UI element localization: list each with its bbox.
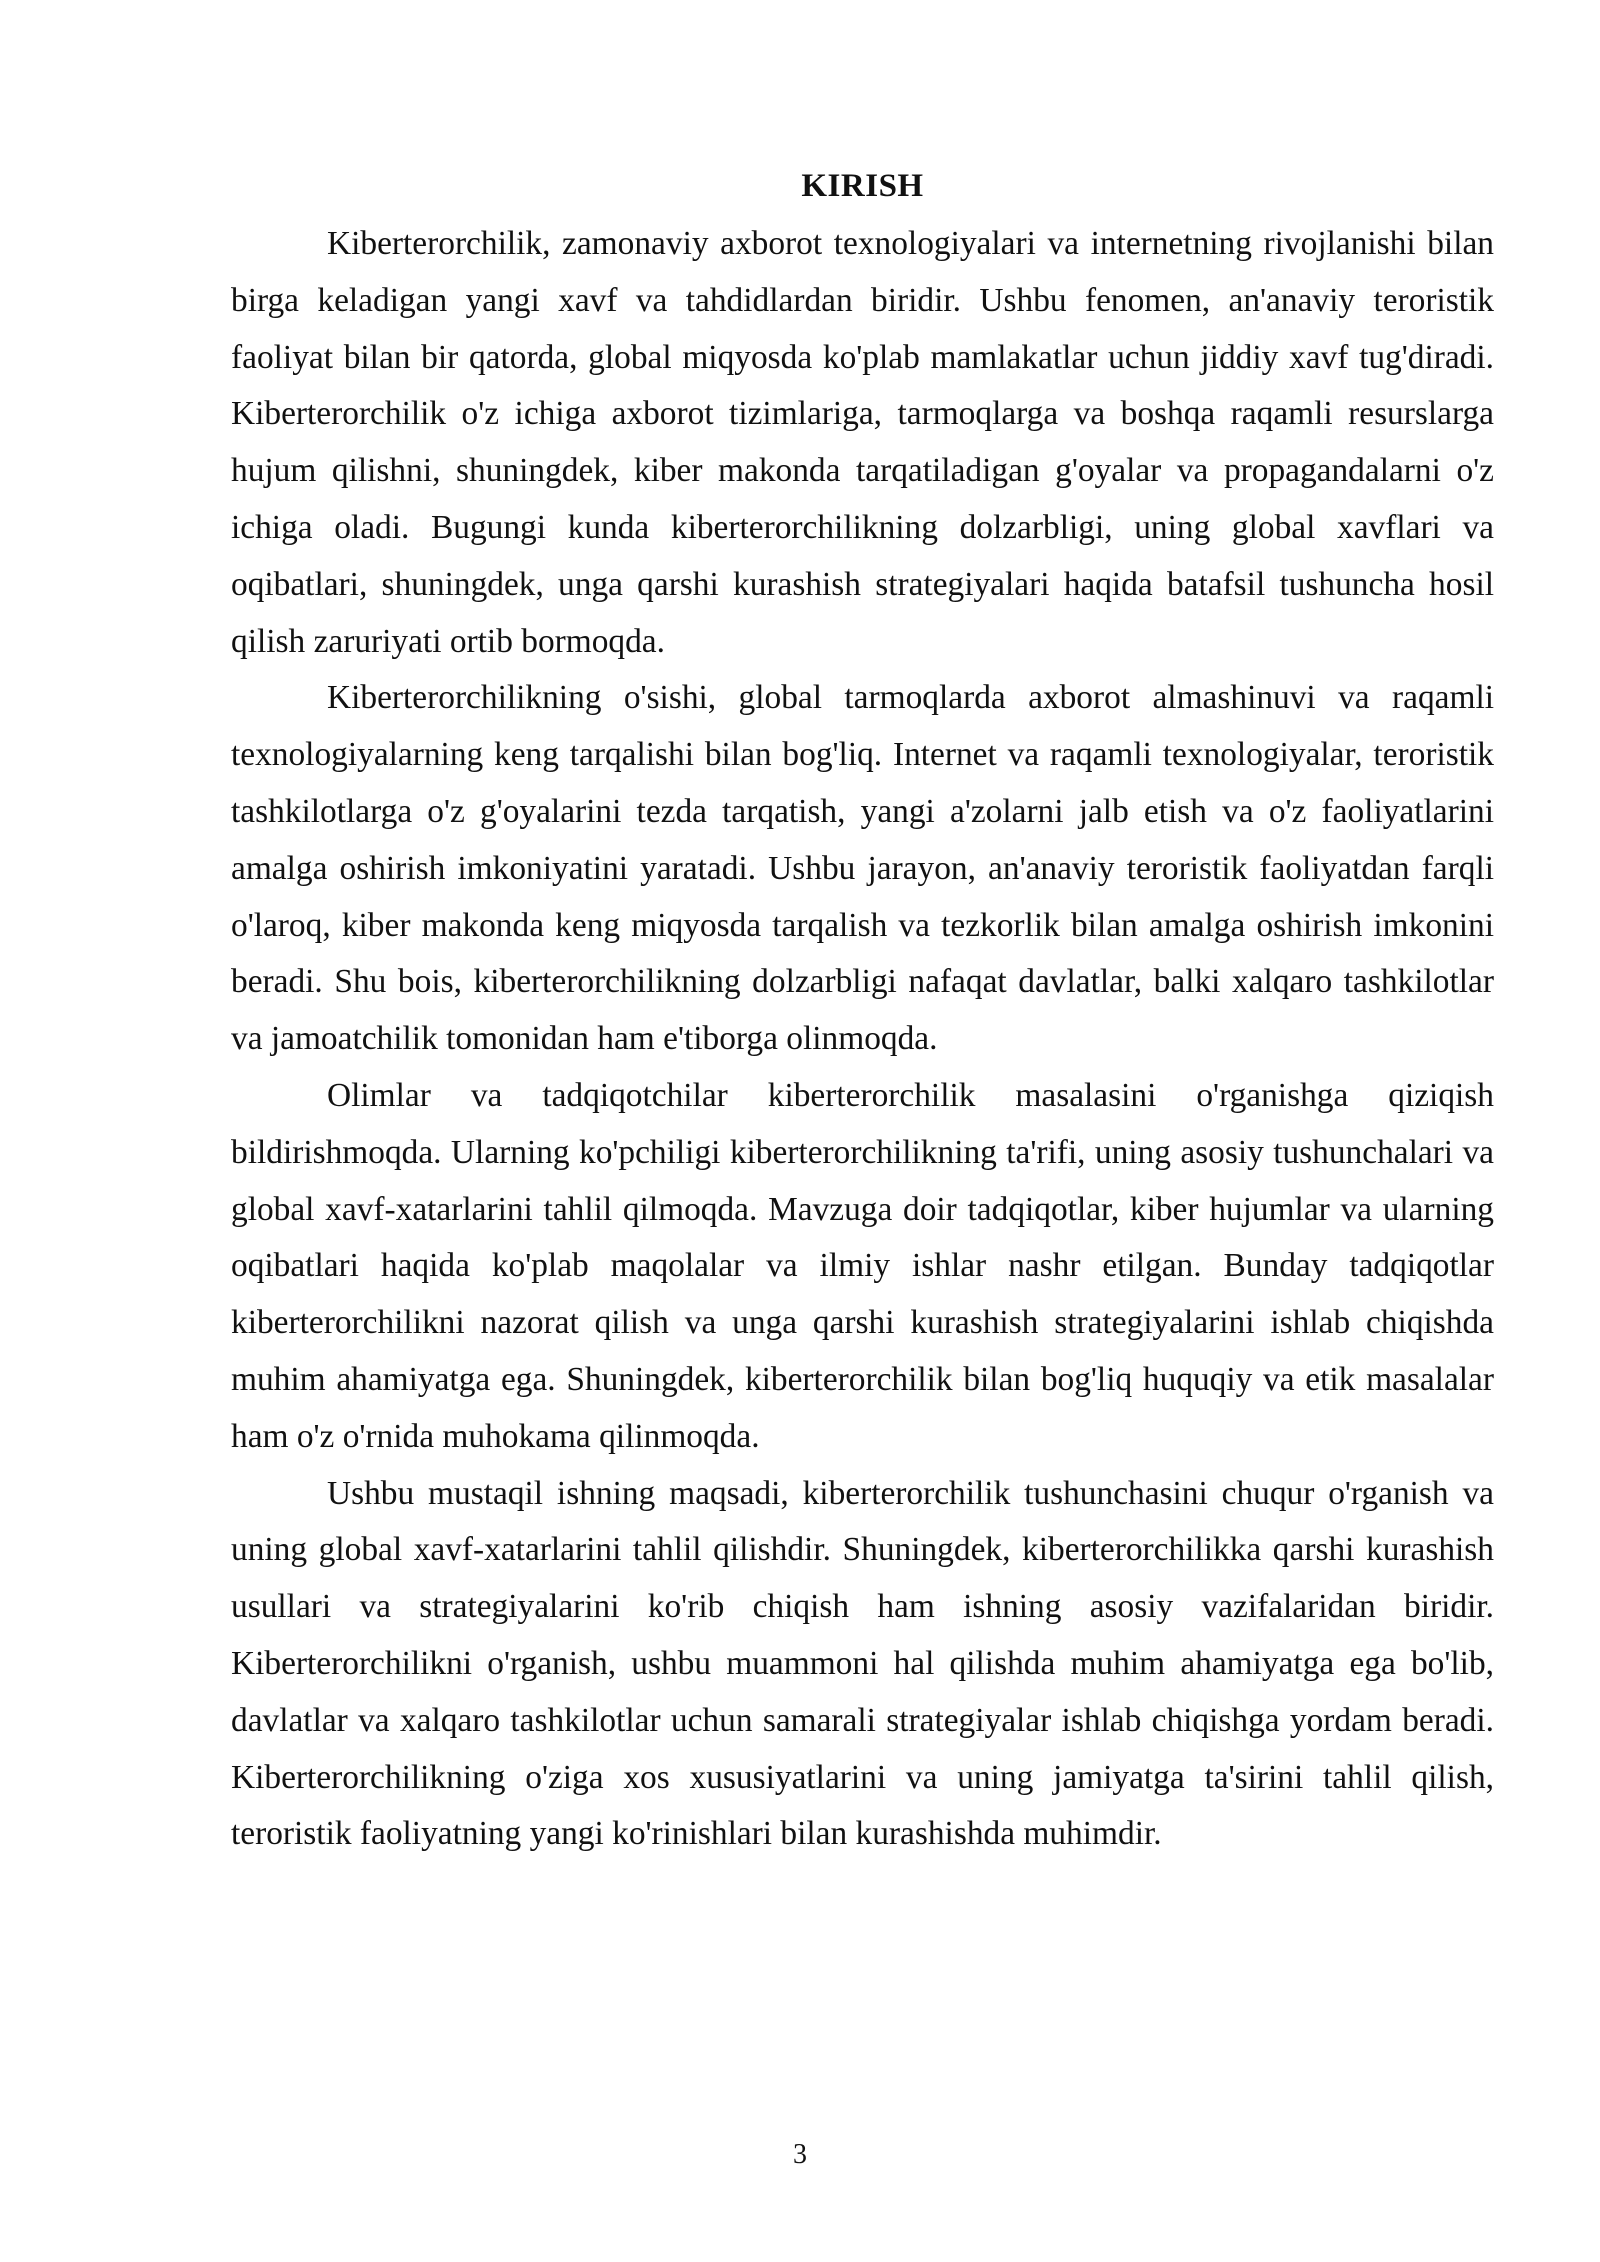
section-title: KIRISH [801,168,924,204]
paragraph-1: Kiberterorchilik, zamonaviy axborot texnologiyalari va internetning rivojlanishi bilan birga keladigan yangi xavf va tahdidlardan biridir. Ushbu fenomen, an'anaviy teroristik faoliyat bilan bir qatorda, global miqyosda ko'plab mamlakatlar uchun jiddiy xavf tug'diradi. Kiberterorchilik o'z ichiga axborot tizimlariga, tarmoqlarga va boshqa raqamli resurslarga hujum qilishni, shuningdek, kiber makonda tarqatiladigan g'oyalar va propagandalarni o'z ichiga oladi. Bugungi kunda kiberterorchilikning dolzarbligi, uning global xavflari va oqibatlari, shuningdek, unga qarshi kurashish strategiyalari haqida batafsil tushuncha hosil qilish zaruriyati ortib bormoqda. [231,225,1494,660]
paragraph-4: Ushbu mustaqil ishning maqsadi, kiberterorchilik tushunchasini chuqur o'rganish va uning global xavf-xatarlarini tahlil qilishdir. Shuningdek, kiberterorchilikka qarshi kurashish usullari va strategiyalarini ko'rib chiqish ham ishning asosiy vazifalaridan biridir. Kiberterorchilikni o'rganish, ushbu muammoni hal qilishda muhim ahamiyatga ega bo'lib, davlatlar va xalqaro tashkilotlar uchun samarali strategiyalar ishlab chiqishga yordam beradi. Kiberterorchilikning o'ziga xos xususiyatlarini va uning jamiyatga ta'sirini tahlil qilish, teroristik faoliyatning yangi ko'rinishlari bilan kurashishda muhimdir. [231,1474,1494,1853]
paragraph-3: Olimlar va tadqiqotchilar kiberterorchilik masalasini o'rganishga qiziqish bildirishmoqda. Ularning ko'pchiligi kiberterorchilikning ta'rifi, uning asosiy tushunchalari va global xavf-xatarlarini tahlil qilmoqda. Mavzuga doir tadqiqotlar, kiber hujumlar va ularning oqibatlari haqida ko'plab maqolalar va ilmiy ishlar nashr etilgan. Bunday tadqiqotlar kiberterorchilikni nazorat qilish va unga qarshi kurashish strategiyalarini ishlab chiqishda muhim ahamiyatga ega. Shuningdek, kiberterorchilik bilan bog'liq huquqiy va etik masalalar ham o'z o'rnida muhokama qilinmoqda. [231,1076,1494,1455]
page-content [231,158,1494,1863]
page-number: 3 [793,2139,807,2170]
paragraph-2: Kiberterorchilikning o'sishi, global tarmoqlarda axborot almashinuvi va raqamli texnologiyalarning keng tarqalishi bilan bog'liq. Internet va raqamli texnologiyalar, teroristik tashkilotlarga o'z g'oyalarini tezda tarqatish, yangi a'zolarni jalb etish va o'z faoliyatlarini amalga oshirish imkoniyatini yaratadi. Ushbu jarayon, an'anaviy teroristik faoliyatdan farqli o'laroq, kiber makonda keng miqyosda tarqalish va tezkorlik bilan amalga oshirish imkonini beradi. Shu bois, kiberterorchilikning dolzarbligi nafaqat davlatlar, balki xalqaro tashkilotlar va jamoatchilik tomonidan ham e'tiborga olinmoqda. [231,679,1494,1058]
